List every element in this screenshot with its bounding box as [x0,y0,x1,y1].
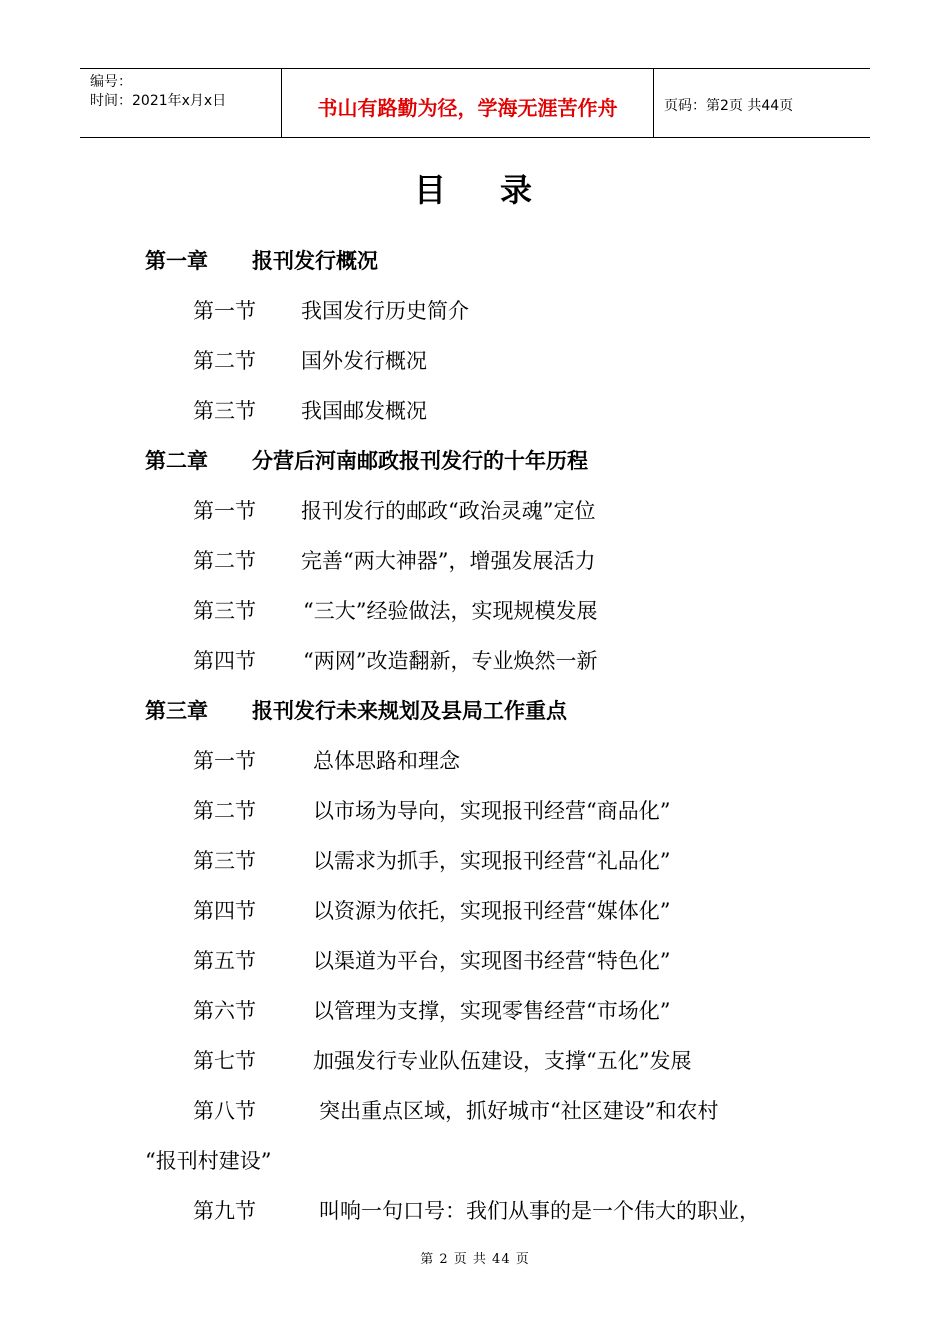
document-number: 编号： [90,74,132,90]
toc-text: 叫响一句口号：我们从事的是一个伟大的职业， [319,1199,760,1223]
toc-text: 突出重点区域，抓好城市“社区建设”和农村 [319,1099,719,1123]
toc-label: 第四节 [193,899,256,923]
toc-label: 第一节 [193,749,256,773]
toc-section [193,345,427,375]
toc-label: 第二章 [145,449,208,473]
toc-label: 第九节 [193,1199,256,1223]
toc-text: “三大”经验做法，实现规模发展 [303,599,598,623]
toc-section [193,495,595,525]
toc-chapter-2 [145,445,588,475]
document-time: 时间：2021年x月x日 [90,93,227,109]
toc-text: “两网”改造翻新，专业焕然一新 [303,649,598,673]
header-meta [80,69,282,137]
toc-section [193,295,469,325]
toc-section [193,795,670,825]
toc-text: 报刊发行的邮政“政治灵魂”定位 [301,499,596,523]
toc-label: 第六节 [193,999,256,1023]
toc-section [193,595,597,625]
toc-section [193,995,670,1025]
toc-section [193,395,427,425]
toc-label: 第八节 [193,1099,256,1123]
toc-label: 第七节 [193,1049,256,1073]
toc-section [193,1195,760,1225]
toc-text: 报刊发行概况 [252,249,378,273]
toc-text: 我国发行历史简介 [301,299,469,323]
toc-text: 以渠道为平台，实现图书经营“特色化” [313,949,671,973]
toc-label: 第四节 [193,649,256,673]
toc-section [193,745,460,775]
toc-section [193,895,670,925]
toc-text: 总体思路和理念 [313,749,460,773]
page-header [80,68,870,138]
toc-text: 报刊发行未来规划及县局工作重点 [252,699,567,723]
title-char-1: 目 [413,171,450,209]
page-title [0,165,950,211]
toc-text: 国外发行概况 [301,349,427,373]
toc-text: 以管理为支撑，实现零售经营“市场化” [313,999,671,1023]
toc-text: 以资源为依托，实现报刊经营“媒体化” [313,899,671,923]
header-page-info: 页码：第2页 共44页 [664,98,794,114]
toc-section [193,1095,718,1125]
toc-section [193,1045,691,1075]
toc-label: 第三章 [145,699,208,723]
toc-label: 第二节 [193,349,256,373]
toc-chapter-3 [145,695,567,725]
title-char-2: 录 [500,171,537,209]
header-motto: 书山有路勤为径，学海无涯苦作舟 [282,69,654,137]
toc-continuation [145,1145,271,1175]
toc-label: 第二节 [193,549,256,573]
toc-text: 完善“两大神器”，增强发展活力 [301,549,596,573]
toc-label: 第一节 [193,499,256,523]
toc-section [193,845,670,875]
toc-text: 以市场为导向，实现报刊经营“商品化” [313,799,671,823]
toc-section [193,545,595,575]
toc-label: 第三节 [193,399,256,423]
toc-label: 第一章 [145,249,208,273]
toc-text: 我国邮发概况 [301,399,427,423]
toc-label: 第三节 [193,849,256,873]
toc-text: 加强发行专业队伍建设，支撑“五化”发展 [313,1049,692,1073]
toc-section [193,945,670,975]
toc-label: 第一节 [193,299,256,323]
toc-chapter-1 [145,245,378,275]
toc-text: “报刊村建设” [145,1149,272,1173]
toc-section [193,645,597,675]
toc-label: 第三节 [193,599,256,623]
toc-text: 分营后河南邮政报刊发行的十年历程 [252,449,588,473]
toc-label: 第二节 [193,799,256,823]
page-footer: 第 2 页 共 44 页 [420,1252,530,1267]
toc-label: 第五节 [193,949,256,973]
toc-text: 以需求为抓手，实现报刊经营“礼品化” [313,849,671,873]
